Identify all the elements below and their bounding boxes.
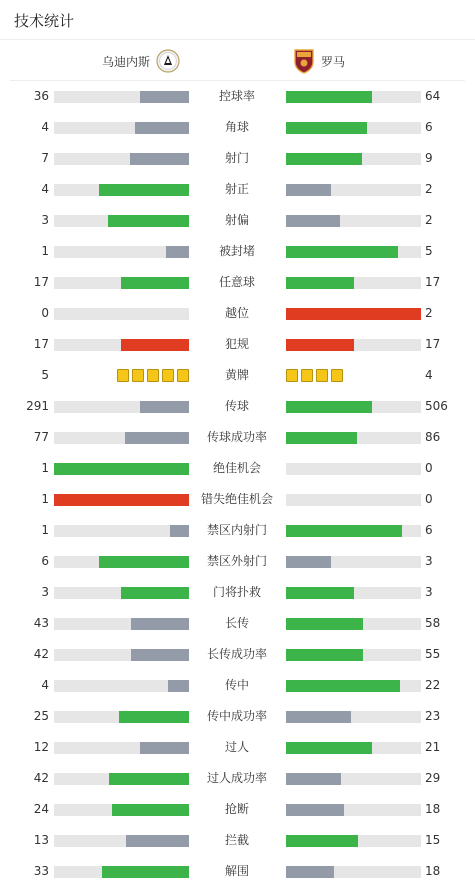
home-team-name: 乌迪内斯 — [101, 54, 150, 69]
away-bar-fill — [286, 401, 372, 413]
home-bar-fill — [99, 184, 189, 196]
stat-row — [0, 267, 475, 298]
home-bar-track — [54, 680, 189, 692]
home-value: 12 — [33, 740, 49, 754]
home-bar-fill — [121, 339, 189, 351]
stat-label: 绝佳机会 — [212, 461, 261, 475]
away-bar-fill — [286, 649, 363, 661]
yellow-card-icon — [331, 369, 343, 382]
home-bar-fill — [121, 587, 189, 599]
home-bar-fill — [130, 153, 189, 165]
away-bar-track — [286, 804, 421, 816]
away-value: 6 — [425, 120, 433, 134]
home-bar-fill — [121, 277, 189, 289]
stat-label: 禁区外射门 — [206, 554, 267, 568]
away-value: 2 — [425, 213, 433, 227]
stat-row — [0, 298, 475, 329]
yellow-card-icon — [132, 369, 144, 382]
away-value: 55 — [425, 647, 441, 661]
stat-row — [0, 577, 475, 608]
home-bar-track — [54, 587, 189, 599]
stat-row — [0, 236, 475, 267]
home-bar-track — [54, 463, 189, 475]
home-value: 291 — [26, 399, 49, 413]
away-bar-fill — [286, 587, 354, 599]
home-bar-fill — [119, 711, 189, 723]
home-value: 36 — [33, 89, 49, 103]
stat-row — [0, 453, 475, 484]
home-bar-track — [54, 866, 189, 878]
away-bar-fill — [286, 277, 354, 289]
away-value: 0 — [425, 461, 433, 475]
home-bar-fill — [140, 742, 189, 754]
home-bar-track — [54, 649, 189, 661]
home-bar-track — [54, 246, 189, 258]
header — [0, 0, 475, 40]
home-value: 1 — [41, 492, 49, 506]
stat-label: 抢断 — [224, 802, 249, 816]
away-bar-fill — [286, 246, 398, 258]
roma-logo-icon — [293, 48, 315, 74]
home-value: 33 — [33, 864, 49, 878]
away-bar-track — [286, 556, 421, 568]
away-value: 58 — [425, 616, 441, 630]
stat-label: 传球成功率 — [206, 430, 267, 444]
home-bar-fill — [125, 432, 189, 444]
stat-row — [0, 515, 475, 546]
stat-row — [0, 174, 475, 205]
home-bar-fill — [140, 401, 189, 413]
stat-row — [0, 825, 475, 856]
away-value: 3 — [425, 585, 433, 599]
stat-label: 过人成功率 — [206, 771, 267, 785]
away-value: 29 — [425, 771, 441, 785]
away-team-name: 罗马 — [321, 54, 346, 69]
away-bar-track — [286, 184, 421, 196]
home-value: 7 — [41, 151, 49, 165]
stat-row — [0, 112, 475, 143]
away-bar-track — [286, 711, 421, 723]
udinese-logo-icon — [156, 49, 180, 73]
away-bar-track — [286, 742, 421, 754]
away-bar-track — [286, 122, 421, 134]
stat-label: 传中 — [224, 678, 249, 692]
away-value: 5 — [425, 244, 433, 258]
home-value: 3 — [41, 213, 49, 227]
stat-row — [0, 329, 475, 360]
away-bar-fill — [286, 680, 400, 692]
away-value: 86 — [425, 430, 441, 444]
home-bar-fill — [135, 122, 189, 134]
home-bar-fill — [166, 246, 189, 258]
away-bar-track — [286, 339, 421, 351]
stat-label: 过人 — [224, 740, 249, 754]
away-value: 23 — [425, 709, 441, 723]
away-bar-track — [286, 494, 421, 506]
away-bar-track — [286, 463, 421, 475]
stat-row — [0, 422, 475, 453]
stat-label: 角球 — [224, 120, 249, 134]
home-bar-track — [54, 742, 189, 754]
home-value: 43 — [33, 616, 49, 630]
yellow-card-icon — [301, 369, 313, 382]
stat-label: 被封堵 — [218, 244, 255, 258]
away-bar-fill — [286, 184, 331, 196]
away-value: 18 — [425, 864, 441, 878]
stat-row — [0, 763, 475, 794]
home-value: 13 — [33, 833, 49, 847]
stat-row — [0, 856, 475, 887]
away-bar-track — [286, 587, 421, 599]
stat-label: 门将扑救 — [212, 585, 261, 599]
stat-label: 犯规 — [224, 337, 249, 351]
away-bar-track — [286, 773, 421, 785]
away-bar-fill — [286, 835, 358, 847]
home-bar-fill — [112, 804, 189, 816]
home-bar-track — [54, 494, 189, 506]
away-yellow-cards — [286, 369, 343, 382]
home-value: 0 — [41, 306, 49, 320]
stat-label: 禁区内射门 — [206, 523, 267, 537]
home-bar-track — [54, 122, 189, 134]
away-bar-track — [286, 153, 421, 165]
away-bar-track — [286, 308, 421, 320]
home-bar-fill — [126, 835, 189, 847]
home-bar-fill — [131, 649, 189, 661]
home-bar-fill — [54, 463, 189, 475]
home-yellow-cards — [117, 369, 189, 382]
stat-row — [0, 360, 475, 391]
stat-row — [0, 484, 475, 515]
away-value: 17 — [425, 337, 441, 351]
home-value: 25 — [33, 709, 49, 723]
home-value: 77 — [33, 430, 49, 444]
yellow-card-icon — [316, 369, 328, 382]
away-bar-track — [286, 277, 421, 289]
home-value: 6 — [41, 554, 49, 568]
yellow-card-icon — [177, 369, 189, 382]
away-value: 506 — [425, 399, 448, 413]
stat-label: 射门 — [224, 151, 249, 165]
stat-row — [0, 639, 475, 670]
home-bar-fill — [102, 866, 189, 878]
away-bar-fill — [286, 556, 331, 568]
away-bar-track — [286, 215, 421, 227]
home-bar-fill — [170, 525, 189, 537]
home-bar-track — [54, 401, 189, 413]
away-bar-track — [286, 649, 421, 661]
home-bar-track — [54, 91, 189, 103]
home-value: 4 — [41, 120, 49, 134]
home-bar-track — [54, 618, 189, 630]
away-value: 4 — [425, 368, 433, 382]
yellow-card-icon — [147, 369, 159, 382]
yellow-card-icon — [286, 369, 298, 382]
home-bar-track — [54, 184, 189, 196]
away-value: 18 — [425, 802, 441, 816]
home-value: 17 — [33, 337, 49, 351]
away-value: 64 — [425, 89, 441, 103]
home-value: 4 — [41, 182, 49, 196]
away-value: 21 — [425, 740, 441, 754]
stat-label: 黄牌 — [224, 368, 249, 382]
away-bar-fill — [286, 711, 351, 723]
away-bar-fill — [286, 618, 363, 630]
away-bar-track — [286, 432, 421, 444]
home-value: 1 — [41, 523, 49, 537]
home-bar-track — [54, 153, 189, 165]
away-value: 22 — [425, 678, 441, 692]
away-bar-fill — [286, 866, 334, 878]
stat-label: 传球 — [224, 399, 249, 413]
stat-row — [0, 546, 475, 577]
away-value: 9 — [425, 151, 433, 165]
away-value: 0 — [425, 492, 433, 506]
home-value: 1 — [41, 461, 49, 475]
away-bar-fill — [286, 804, 344, 816]
away-value: 2 — [425, 182, 433, 196]
away-team[interactable] — [293, 48, 345, 74]
away-bar-fill — [286, 122, 367, 134]
away-bar-track — [286, 680, 421, 692]
stat-row — [0, 608, 475, 639]
home-bar-fill — [54, 494, 189, 506]
away-bar-fill — [286, 773, 341, 785]
home-team[interactable] — [102, 48, 180, 74]
stat-row — [0, 81, 475, 112]
home-value: 17 — [33, 275, 49, 289]
home-bar-track — [54, 277, 189, 289]
stat-row — [0, 732, 475, 763]
away-bar-fill — [286, 525, 402, 537]
home-bar-track — [54, 308, 189, 320]
stat-label: 控球率 — [218, 89, 255, 103]
stat-label: 越位 — [224, 306, 249, 320]
away-bar-fill — [286, 153, 362, 165]
away-value: 6 — [425, 523, 433, 537]
home-bar-track — [54, 432, 189, 444]
yellow-card-icon — [117, 369, 129, 382]
stat-row — [0, 794, 475, 825]
away-bar-fill — [286, 91, 372, 103]
home-bar-fill — [131, 618, 189, 630]
away-bar-fill — [286, 339, 354, 351]
away-value: 2 — [425, 306, 433, 320]
stat-label: 任意球 — [218, 275, 255, 289]
away-bar-fill — [286, 308, 421, 320]
away-bar-fill — [286, 742, 372, 754]
away-bar-fill — [286, 432, 357, 444]
stat-label: 解围 — [224, 864, 249, 878]
stat-row — [0, 391, 475, 422]
stat-label: 长传 — [224, 616, 249, 630]
home-value: 42 — [33, 771, 49, 785]
home-bar-fill — [109, 773, 189, 785]
stat-label: 传中成功率 — [206, 709, 267, 723]
home-value: 42 — [33, 647, 49, 661]
away-bar-track — [286, 246, 421, 258]
page-title: 技术统计 — [14, 12, 75, 30]
away-bar-track — [286, 866, 421, 878]
home-bar-track — [54, 339, 189, 351]
away-value: 17 — [425, 275, 441, 289]
home-bar-fill — [168, 680, 189, 692]
away-bar-track — [286, 401, 421, 413]
home-bar-track — [54, 525, 189, 537]
home-bar-track — [54, 711, 189, 723]
home-bar-fill — [140, 91, 189, 103]
away-bar-track — [286, 618, 421, 630]
home-value: 24 — [33, 802, 49, 816]
home-bar-track — [54, 835, 189, 847]
team-header — [10, 41, 465, 81]
home-bar-track — [54, 773, 189, 785]
stat-row — [0, 670, 475, 701]
away-bar-track — [286, 525, 421, 537]
yellow-card-icon — [162, 369, 174, 382]
away-value: 15 — [425, 833, 441, 847]
home-value: 5 — [41, 368, 49, 382]
stat-label: 错失绝佳机会 — [200, 492, 273, 506]
stat-label: 射偏 — [224, 213, 249, 227]
stat-row — [0, 701, 475, 732]
home-bar-track — [54, 556, 189, 568]
home-bar-track — [54, 215, 189, 227]
away-bar-fill — [286, 215, 340, 227]
home-bar-fill — [99, 556, 189, 568]
home-value: 4 — [41, 678, 49, 692]
stat-label: 拦截 — [224, 833, 249, 847]
away-bar-track — [286, 91, 421, 103]
home-value: 1 — [41, 244, 49, 258]
home-value: 3 — [41, 585, 49, 599]
home-bar-track — [54, 804, 189, 816]
stat-row — [0, 205, 475, 236]
home-bar-fill — [108, 215, 189, 227]
stat-label: 长传成功率 — [206, 647, 267, 661]
stat-row — [0, 143, 475, 174]
away-value: 3 — [425, 554, 433, 568]
away-bar-track — [286, 835, 421, 847]
stat-label: 射正 — [224, 182, 249, 196]
